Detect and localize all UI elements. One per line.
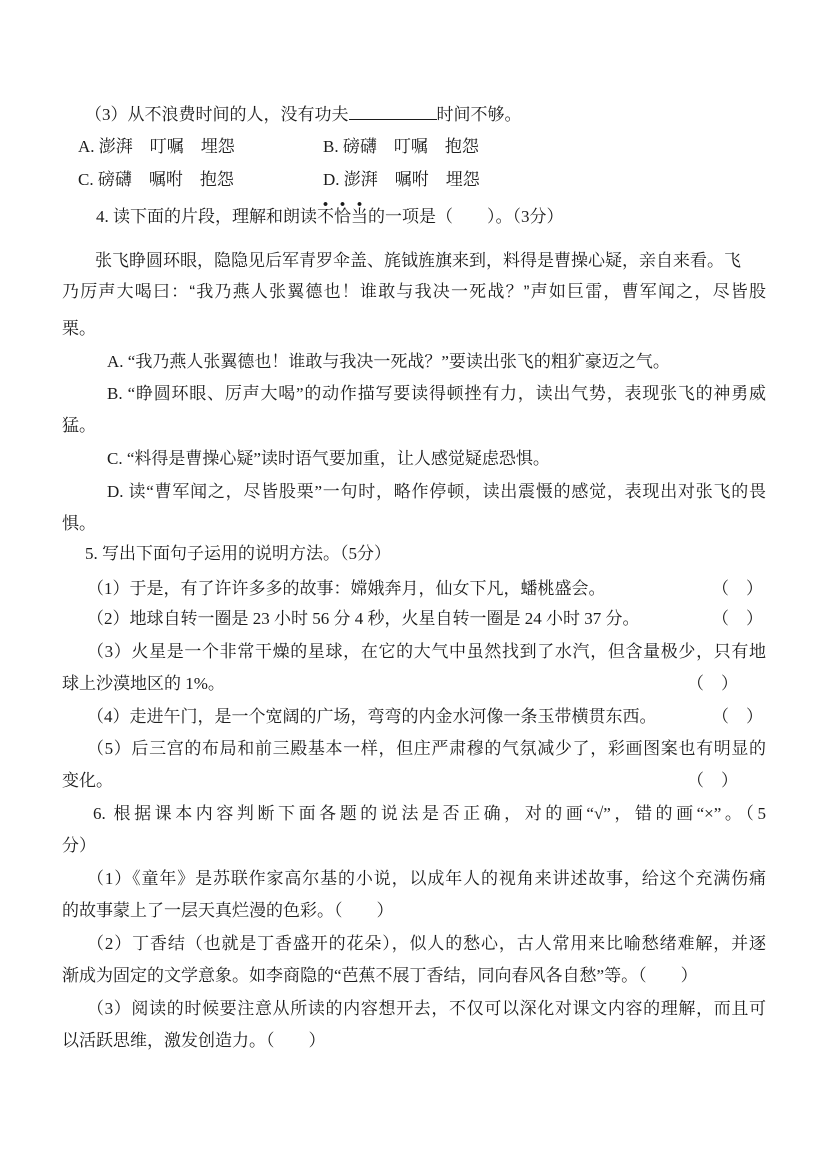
q5-item-3-line-2 bbox=[62, 671, 766, 697]
q5-item-1 bbox=[62, 576, 766, 602]
q4-option-d-line-2: 惧。 bbox=[62, 514, 96, 533]
q5-item-3-line-1: （3）火星是一个非常干燥的星球，在它的大气中虽然找到了水汽，但含量极少，只有地 bbox=[87, 642, 766, 661]
q4-passage-line-2: 乃厉声大喝曰：“我乃燕人张翼德也！谁敢与我决一死战？”声如巨雷，曹军闻之，尽皆股 bbox=[62, 282, 766, 301]
q3-option-b: B. 磅礴 叮嘱 抱怨 bbox=[323, 137, 479, 156]
q3-stem-pre: （3）从不浪费时间的人，没有功夫 bbox=[85, 105, 349, 124]
q4-stem-line bbox=[62, 204, 766, 230]
answer-parentheses: （ ） bbox=[687, 771, 738, 790]
q4-option-b-line-2: 猛。 bbox=[62, 416, 96, 435]
q4-passage-line-3: 栗。 bbox=[62, 319, 96, 338]
q5-item-4 bbox=[62, 704, 766, 730]
q6-item-2-line-2: 渐成为固定的文学意象。如李商隐的“芭蕉不展丁香结，同向春风各自愁”等。（ ） bbox=[62, 966, 698, 985]
q6-item-2-line-1: （2）丁香结（也就是丁香盛开的花朵），似人的愁心，古人常用来比喻愁绪难解，并逐 bbox=[87, 934, 766, 953]
q5-item-3-text: 球上沙漠地区的 1%。 bbox=[62, 674, 225, 693]
q6-stem-line-2: 分） bbox=[62, 836, 96, 855]
q5-stem: 5. 写出下面句子运用的说明方法。（5分） bbox=[85, 544, 391, 563]
q4-passage-line-1: 张飞睁圆环眼，隐隐见后军青罗伞盖、旄钺旌旗来到，料得是曹操心疑，亲自来看。飞 bbox=[95, 251, 741, 270]
answer-parentheses: （ ） bbox=[687, 674, 738, 693]
q5-item-2 bbox=[62, 606, 766, 632]
q6-stem-line-1: 6. 根据课本内容判断下面各题的说法是否正确，对的画“√”，错的画“×”。（5 bbox=[93, 804, 766, 823]
q3-stem-post: 时间不够。 bbox=[436, 105, 522, 124]
q3-options-row-1 bbox=[62, 134, 766, 160]
q4-stem-post: 的一项是（ ）。（3分） bbox=[368, 207, 564, 226]
q5-item-5-line-2 bbox=[62, 768, 766, 794]
q4-option-d-line-1: D. 读“曹军闻之，尽皆股栗”一句时，略作停顿，读出震慑的感觉，表现出对张飞的畏 bbox=[107, 482, 766, 501]
q5-item-5-text: 变化。 bbox=[62, 771, 113, 790]
answer-parentheses: （ ） bbox=[712, 579, 763, 598]
q6-item-3-line-2: 以活跃思维，激发创造力。（ ） bbox=[62, 1031, 326, 1050]
q5-item-4-text: （4）走进午门，是一个宽阔的广场，弯弯的内金水河像一条玉带横贯东西。 bbox=[87, 707, 657, 726]
q3-option-a: A. 澎湃 叮嘱 埋怨 bbox=[78, 137, 235, 156]
q3-stem-line bbox=[62, 102, 766, 128]
q6-item-1-line-1: （1）《童年》是苏联作家高尔基的小说，以成年人的视角来讲述故事，给这个充满伤痛 bbox=[87, 869, 766, 888]
q3-options-row-2 bbox=[62, 167, 766, 193]
answer-parentheses: （ ） bbox=[712, 609, 763, 628]
q6-item-3-line-1: （3）阅读的时候要注意从所读的内容想开去，不仅可以深化对课文内容的理解，而且可 bbox=[87, 999, 766, 1018]
q3-option-c: C. 磅礴 嘱咐 抱怨 bbox=[78, 170, 234, 189]
q4-option-c: C. “料得是曹操心疑”读时语气要加重，让人感觉疑虑恐惧。 bbox=[107, 449, 550, 468]
q5-item-2-text: （2）地球自转一圈是 23 小时 56 分 4 秒，火星自转一圈是 24 小时 37 分。 bbox=[87, 609, 640, 628]
q4-stem-pre: 4. 读下面的片段，理解和朗读 bbox=[96, 207, 317, 226]
fill-in-blank bbox=[349, 106, 437, 120]
q4-option-b-line-1: B. “睁圆环眼、厉声大喝”的动作描写要读得顿挫有力，读出气势，表现张飞的神勇威 bbox=[107, 384, 766, 403]
q3-option-d: D. 澎湃 嘱咐 埋怨 bbox=[323, 170, 480, 189]
q4-option-a: A. “我乃燕人张翼德也！谁敢与我决一死战？”要读出张飞的粗犷豪迈之气。 bbox=[107, 352, 670, 371]
answer-parentheses: （ ） bbox=[712, 707, 763, 726]
q5-item-5-line-1: （5）后三宫的布局和前三殿基本一样，但庄严肃穆的气氛减少了，彩画图案也有明显的 bbox=[87, 739, 766, 758]
emphasis-dots-text: 不恰当 bbox=[317, 201, 368, 226]
q5-item-1-text: （1）于是，有了许许多多的故事：嫦娥奔月，仙女下凡，蟠桃盛会。 bbox=[87, 579, 606, 598]
q6-item-1-line-2: 的故事蒙上了一层天真烂漫的色彩。（ ） bbox=[62, 901, 394, 920]
